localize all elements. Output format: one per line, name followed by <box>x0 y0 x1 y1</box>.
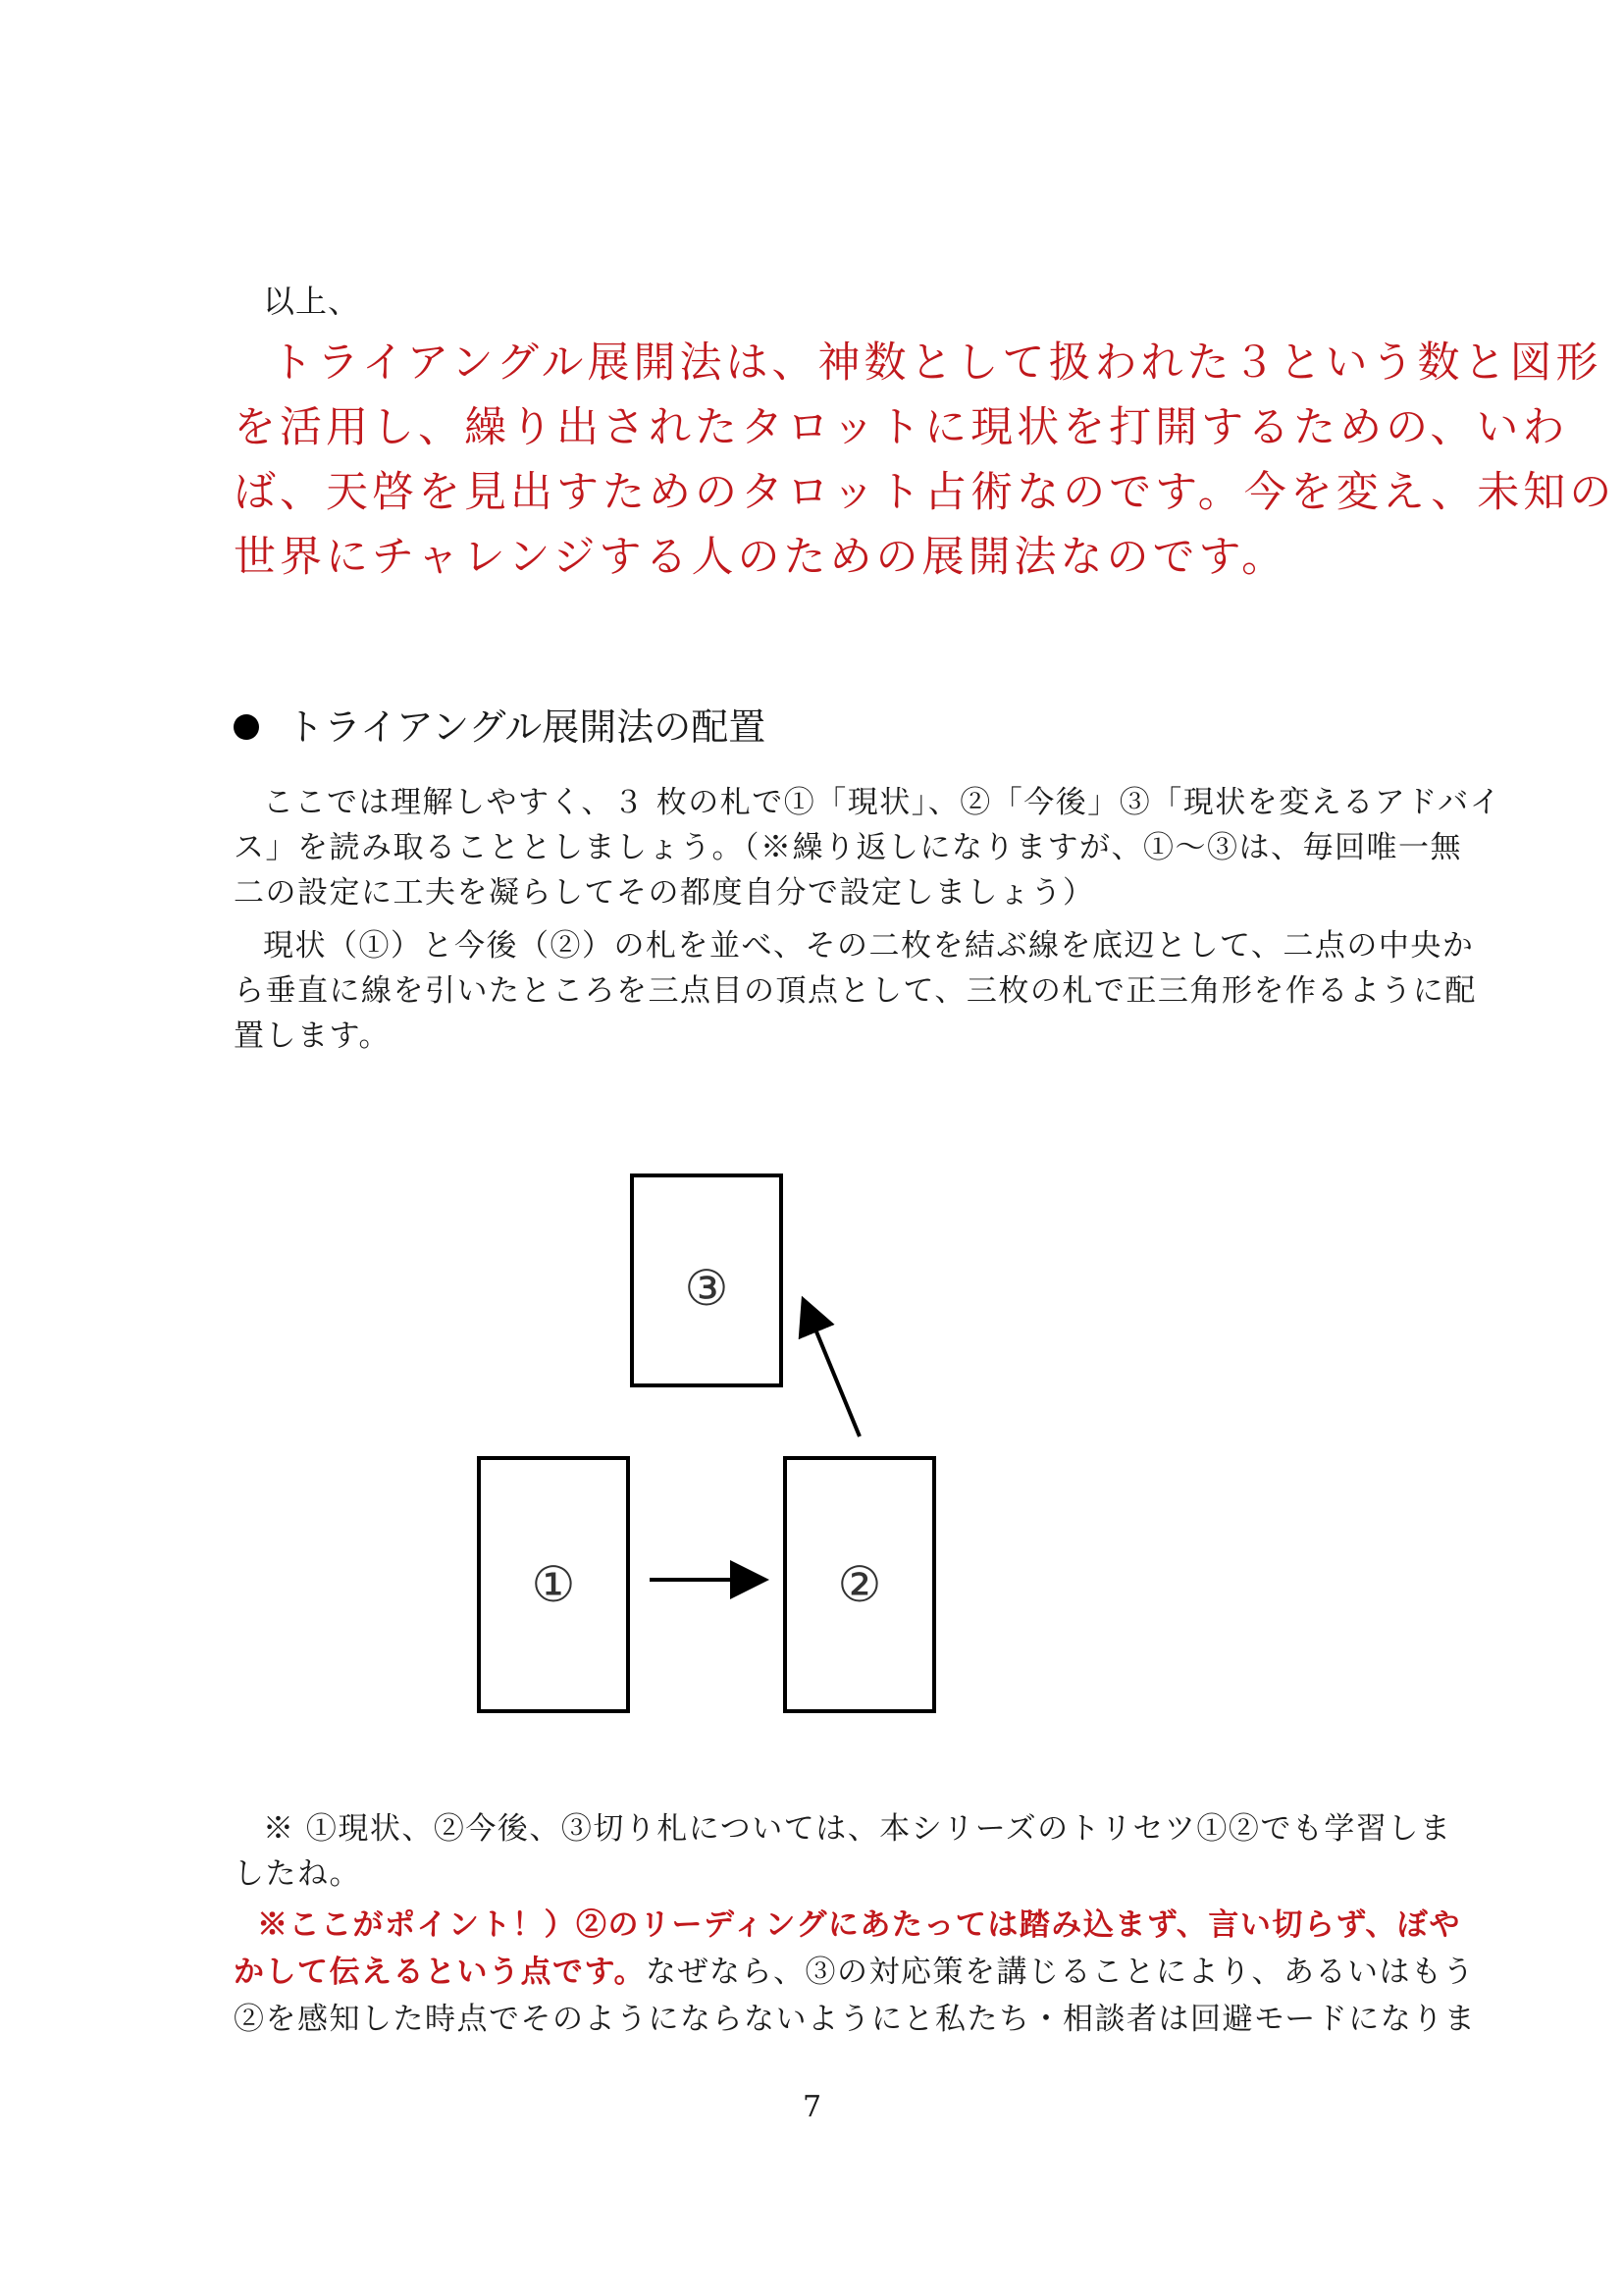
point-emphasis-2: かして伝えるという点です。 <box>234 1955 647 1990</box>
card-2 <box>785 1458 934 1711</box>
page-number: 7 <box>802 2090 822 2124</box>
intro-text: 以上、 <box>263 283 361 320</box>
point-line-2-rest: なぜなら、③の対応策を講じることにより、あるいはもう <box>646 1955 1476 1990</box>
card-1-label: ① <box>531 1556 576 1613</box>
card-1 <box>479 1458 628 1711</box>
point-line-1 <box>257 1900 1461 1944</box>
paragraph2-line-3: 置します。 <box>234 1018 392 1054</box>
arrow-2-to-3 <box>805 1303 860 1436</box>
card-3-label: ③ <box>684 1260 729 1317</box>
red-paragraph-line-1: トライアングル展開法は、神数として扱われた３という数と図形 <box>271 339 1602 388</box>
red-paragraph-line-3: ば、天啓を見出すためのタロット占術なのです。今を変え、未知の <box>234 468 1616 517</box>
point-emphasis-1: ※ここがポイント！）②のリーディングにあたっては踏み込まず、言い切らず、ぼや <box>257 1907 1461 1943</box>
point-line-3: ②を感知した時点でそのようにならないようにと私たち・相談者は回避モードになりま <box>234 2002 1477 2037</box>
red-paragraph-line-2: を活用し、繰り出されたタロットに現状を打開するための、いわ <box>234 403 1569 452</box>
card-3 <box>632 1175 781 1385</box>
paragraph2-line-2: ら垂直に線を引いたところを三点目の頂点として、三枚の札で正三角形を作るように配 <box>234 973 1477 1009</box>
section-heading-text: トライアングル展開法の配置 <box>287 705 766 749</box>
paragraph1-line-3: 二の設定に工夫を凝らしてその都度自分で設定しましょう） <box>234 875 1095 911</box>
card-2-label: ② <box>837 1556 882 1613</box>
paragraph1-line-1: ここでは理解しやすく、３ 枚の札で①「現状」、②「今後」③「現状を変えるアドバイ <box>263 785 1502 820</box>
paragraph2-line-1: 現状（①）と今後（②）の札を並べ、その二枚を結ぶ線を底辺として、二点の中央か <box>263 928 1475 964</box>
note-line-1: ※ ①現状、②今後、③切り札については、本シリーズのトリセツ①②でも学習しま <box>263 1811 1452 1847</box>
note-line-2: したね。 <box>234 1856 361 1892</box>
paragraph1-line-2: ス」を読み取ることとしましょう。（※繰り返しになりますが、①～③は、毎回唯一無 <box>234 830 1462 865</box>
red-paragraph-line-4: 世界にチャレンジする人のための展開法なのです。 <box>234 533 1288 582</box>
point-line-2 <box>234 1947 1475 1991</box>
